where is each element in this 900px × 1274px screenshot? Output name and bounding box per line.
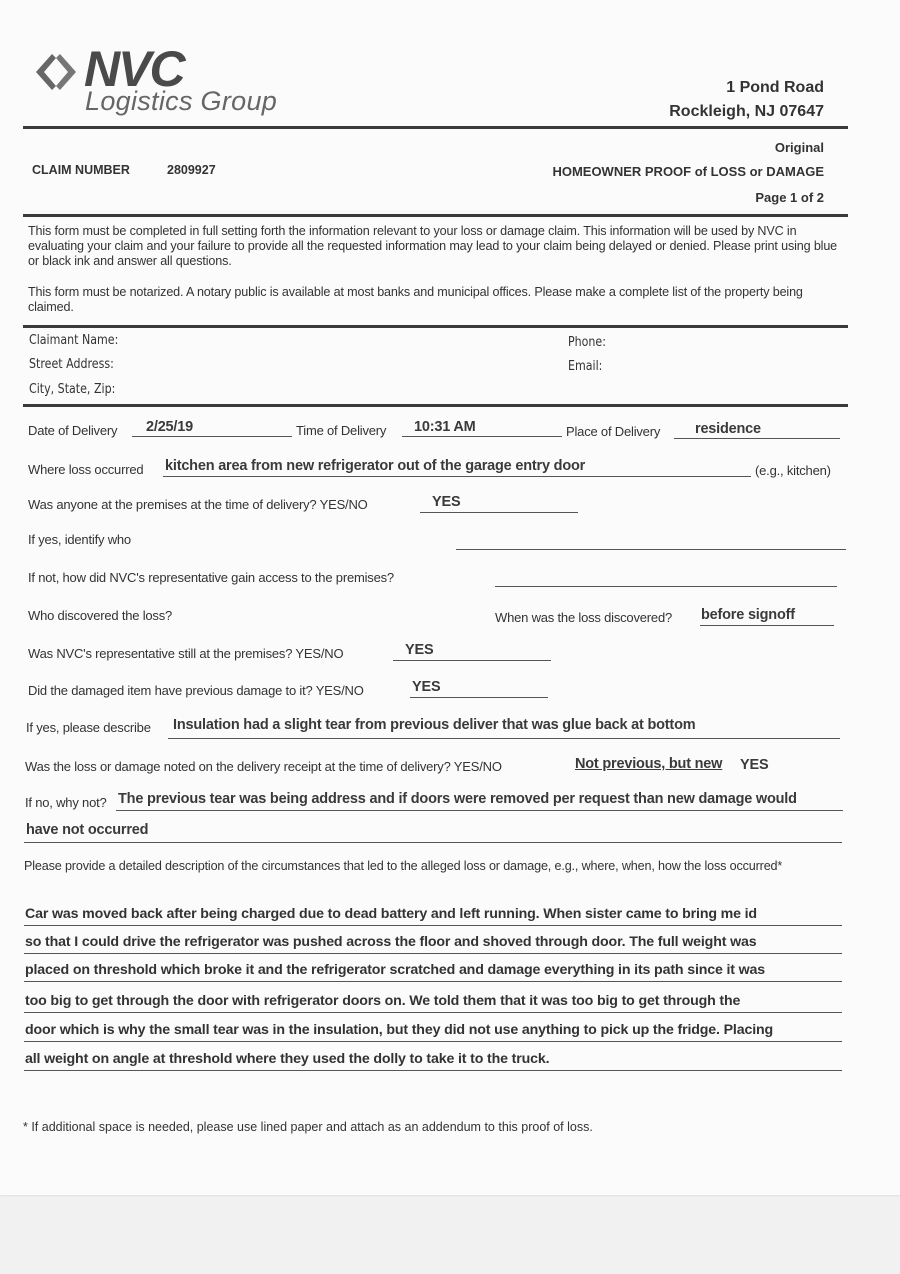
where-loss-label: Where loss occurred	[28, 462, 144, 477]
title-divider	[23, 214, 848, 217]
describe-field[interactable]: Insulation had a slight tear from previous deliver that was glue back at bottom	[173, 717, 696, 733]
narrative-underline	[24, 953, 842, 954]
logo-text: NVC	[84, 41, 184, 97]
narrative-underline	[24, 1041, 842, 1042]
date-underline	[132, 436, 292, 437]
narrative-line[interactable]: door which is why the small tear was in the insulation, but they did not use anything to pick up the fridge. Placing	[25, 1022, 774, 1038]
address-line2: Rockleigh, NJ 07647	[669, 103, 824, 120]
identify-underline	[456, 549, 846, 550]
previous-damage-underline	[410, 697, 548, 698]
narrative-line[interactable]: all weight on angle at threshold where they used the dolly to take it to the truck.	[25, 1051, 550, 1067]
narrative-underline	[24, 1070, 842, 1071]
rep-present-field[interactable]: YES	[405, 642, 434, 658]
details-prompt: Please provide a detailed description of the circumstances that led to the alleged loss or damage, e.g., where, when, how the loss occurred*	[24, 859, 783, 873]
phone-label: Phone:	[568, 335, 606, 350]
access-underline	[495, 586, 837, 587]
email-label: Email:	[568, 359, 603, 374]
narrative-line[interactable]: too big to get through the door with refrigerator doors on. We told them that it was too big to get through the	[25, 993, 741, 1009]
date-of-delivery-field[interactable]: 2/25/19	[146, 419, 193, 435]
where-loss-hint: (e.g., kitchen)	[755, 463, 831, 478]
when-underline	[700, 625, 834, 626]
logo-subtitle: Logistics Group	[85, 86, 278, 116]
anyone-present-label: Was anyone at the premises at the time of delivery? YES/NO	[28, 497, 368, 512]
claim-number: 2809927	[167, 163, 216, 177]
claimant-divider	[23, 404, 848, 407]
instructions-divider	[23, 325, 848, 328]
where-loss-field[interactable]: kitchen area from new refrigerator out of the garage entry door	[165, 458, 586, 474]
form-title: HOMEOWNER PROOF of LOSS or DAMAGE	[552, 164, 824, 179]
instructions-paragraph-1: This form must be completed in full setting forth the information relevant to your loss or damage claim. This information will be used by NVC in evaluating your claim and your failure to provide all the requested information may lead to your claim being delayed or denied. Please print using blue or black ink and answer all questions.	[28, 224, 838, 268]
claim-number-label: CLAIM NUMBER	[32, 163, 130, 177]
time-of-delivery-label: Time of Delivery	[296, 423, 387, 438]
narrative-underline	[24, 925, 842, 926]
previous-damage-label: Did the damaged item have previous damage to it? YES/NO	[28, 683, 364, 698]
time-of-delivery-field[interactable]: 10:31 AM	[414, 419, 476, 435]
rep-underline	[393, 660, 551, 661]
rep-present-label: Was NVC's representative still at the premises? YES/NO	[28, 646, 344, 661]
why-not-label: If no, why not?	[25, 795, 107, 810]
city-state-zip-label: City, State, Zip:	[29, 382, 116, 397]
claimant-name-label: Claimant Name:	[29, 333, 119, 348]
why-not-field-line2[interactable]: have not occurred	[26, 822, 149, 838]
narrative-line[interactable]: placed on threshold which broke it and the refrigerator scratched and damage everything in its path since it was	[25, 962, 766, 978]
instructions-paragraph-2: This form must be notarized. A notary public is available at most banks and municipal offices. Please make a complete list of the property being claimed.	[28, 285, 803, 314]
who-discovered-label: Who discovered the loss?	[28, 608, 173, 623]
time-underline	[402, 436, 562, 437]
narrative-underline	[24, 1012, 842, 1013]
date-of-delivery-label: Date of Delivery	[28, 423, 118, 438]
previous-damage-field[interactable]: YES	[412, 679, 441, 695]
narrative-underline	[24, 981, 842, 982]
place-of-delivery-field[interactable]: residence	[695, 421, 761, 437]
access-label: If not, how did NVC's representative gain access to the premises?	[28, 570, 394, 585]
address-line1: 1 Pond Road	[726, 79, 824, 96]
footnote: * If additional space is needed, please use lined paper and attach as an addendum to this proof of loss.	[23, 1120, 593, 1134]
anyone-present-field[interactable]: YES	[432, 494, 461, 510]
narrative-line[interactable]: Car was moved back after being charged due to dead battery and left running. When sister came to bring me id	[25, 906, 757, 922]
describe-label: If yes, please describe	[26, 720, 151, 735]
why-not-underline-2	[24, 842, 842, 843]
place-underline	[674, 438, 840, 439]
copy-type: Original	[774, 140, 824, 155]
noted-on-receipt-answer: YES	[740, 757, 769, 773]
where-underline	[163, 476, 751, 477]
narrative-line[interactable]: so that I could drive the refrigerator was pushed across the floor and shoved through door. The full weight was	[25, 934, 757, 950]
describe-underline	[168, 738, 840, 739]
why-not-underline-1	[116, 810, 843, 811]
identify-who-label: If yes, identify who	[28, 532, 131, 547]
nvc-logo-icon	[34, 52, 80, 92]
page-indicator: Page 1 of 2	[755, 190, 824, 205]
anyone-underline	[420, 512, 578, 513]
street-address-label: Street Address:	[29, 357, 114, 372]
header-divider	[23, 126, 848, 129]
noted-on-receipt-field[interactable]: Not previous, but new	[575, 756, 723, 772]
why-not-field-line1[interactable]: The previous tear was being address and if doors were removed per request than new damage would	[118, 791, 797, 807]
place-of-delivery-label: Place of Delivery	[566, 424, 661, 439]
noted-on-receipt-label: Was the loss or damage noted on the delivery receipt at the time of delivery? YES/NO	[25, 759, 502, 774]
when-discovered-label: When was the loss discovered?	[495, 610, 673, 625]
when-discovered-field[interactable]: before signoff	[701, 607, 795, 623]
